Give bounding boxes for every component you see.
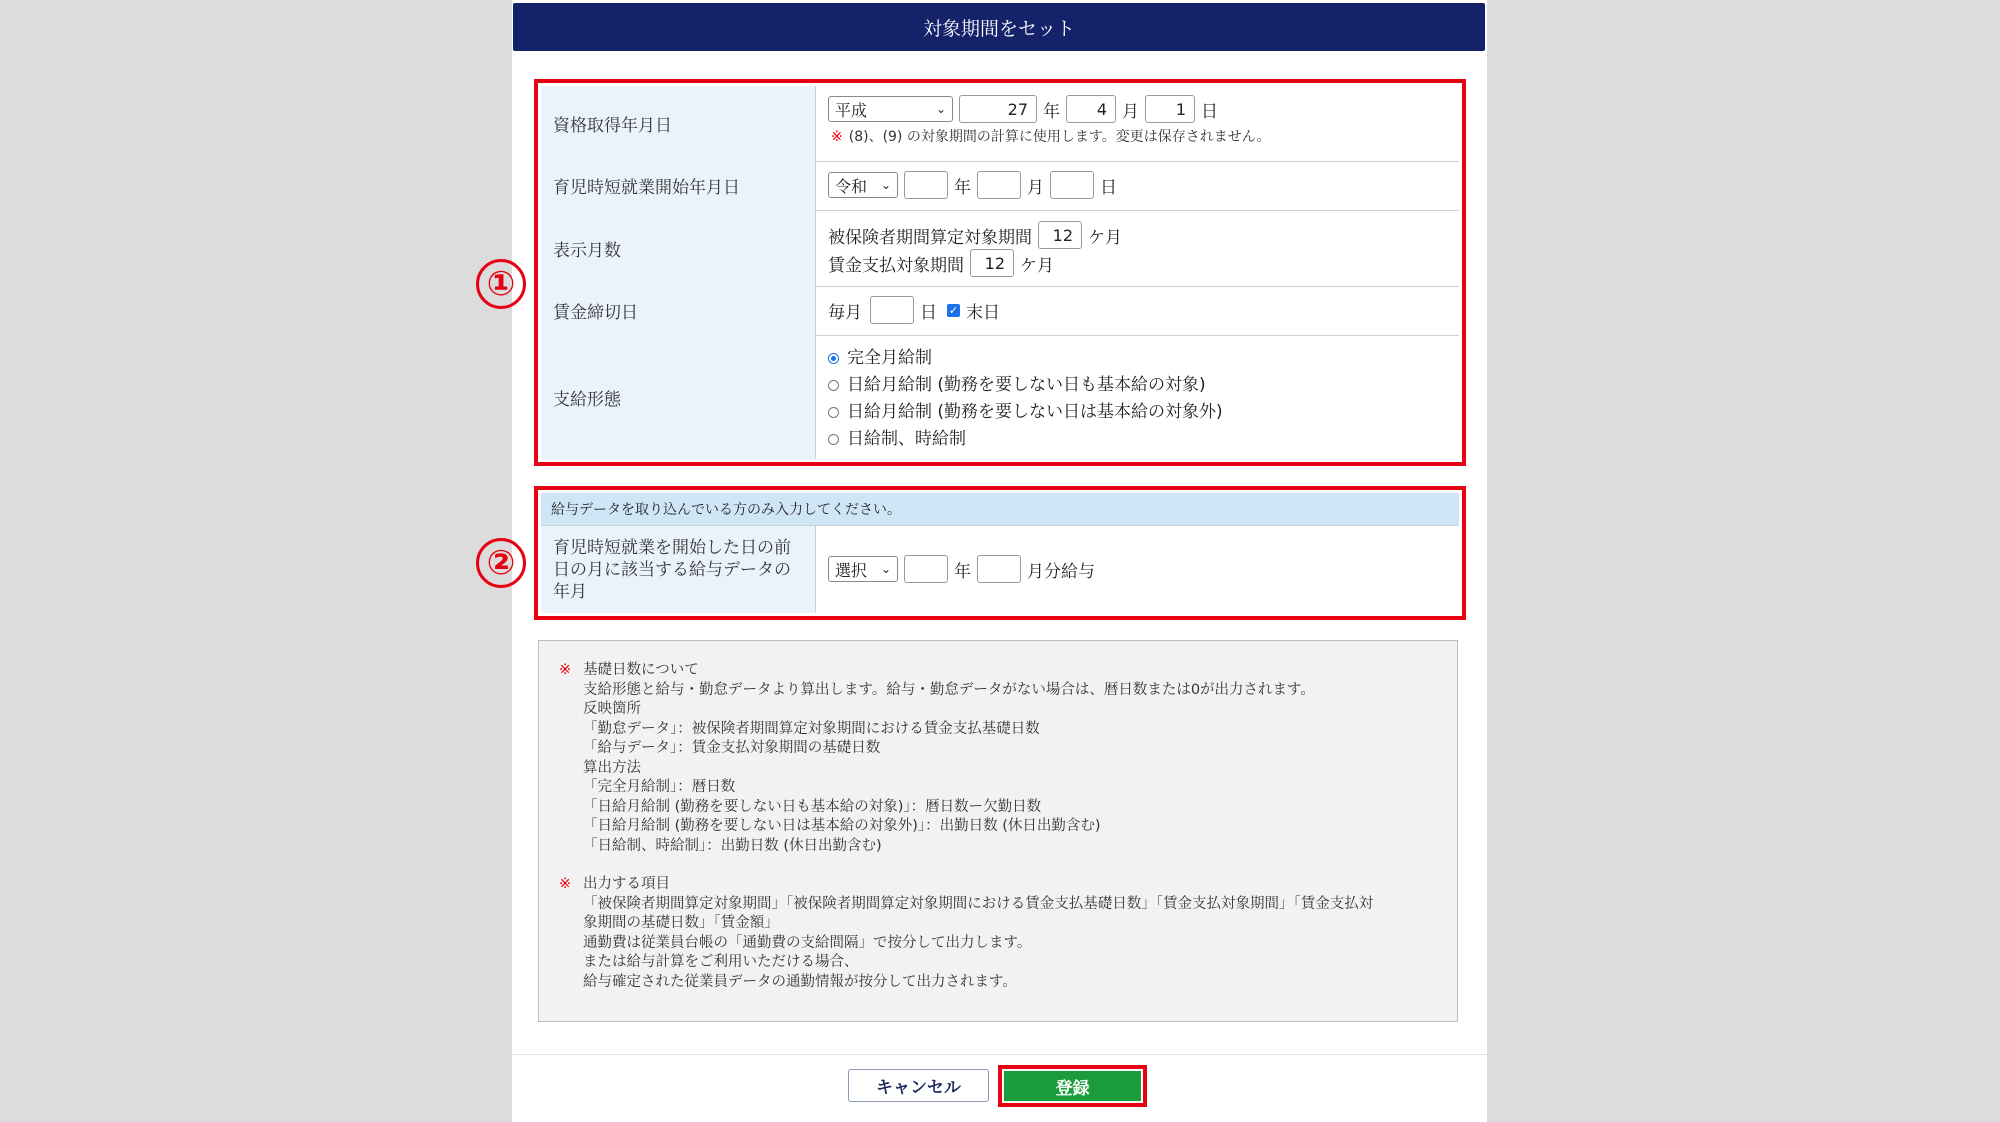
note-line: 「日給月給制 (勤務を要しない日は基本給の対象外)」：出勤日数 (休日出勤含む) (583, 818, 1101, 834)
insured-period-label: 被保険者期間算定対象期間 (828, 227, 1032, 248)
note-line: または給与計算をご利用いただける場合、 (583, 954, 859, 970)
radio[interactable] (828, 407, 839, 418)
radio[interactable] (828, 380, 839, 391)
acquisition-date-value (817, 86, 1459, 161)
note-line: 給与確定された従業員データの通勤情報が按分して出力されます。 (583, 973, 1017, 990)
notes-basic-days-title (559, 661, 1457, 681)
acquisition-era-value: 平成 (835, 100, 868, 120)
childcare-day-input[interactable] (1050, 171, 1094, 199)
childcare-year-input[interactable] (904, 171, 948, 199)
pay-type-option-label: 完全月給制 (847, 348, 932, 368)
section2-table (541, 493, 1459, 613)
basic-days-title: 基礎日数について (583, 662, 699, 678)
wage-period-label: 賃金支払対象期間 (828, 255, 964, 276)
salary-year-input[interactable] (904, 555, 948, 583)
display-months-label: 表示月数 (541, 210, 816, 286)
salary-era-value: 選択 (835, 560, 868, 580)
pay-type-option[interactable] (828, 399, 1223, 426)
pay-type-value (817, 335, 1459, 459)
notes-output-title (559, 875, 1457, 895)
end-of-month-checkbox[interactable]: ✓ (948, 303, 959, 317)
closing-day-input[interactable] (870, 296, 914, 324)
salary-month-input[interactable] (977, 555, 1021, 583)
wage-period-input[interactable]: 12 (970, 249, 1014, 277)
note-line: 「日給制、時給制」：出勤日数 (休日出勤含む) (583, 837, 882, 854)
chevron-down-icon: ⌄ (880, 178, 891, 192)
marker-1: ① (476, 259, 526, 309)
note-line: 「勤怠データ」：被保険者期間算定対象期間における賃金支払基礎日数 (583, 720, 1040, 737)
pay-type-option[interactable] (828, 345, 1223, 372)
closing-day-unit: 日 (920, 302, 937, 323)
note-line: 象期間の基礎日数」「賃金額」 (583, 915, 779, 931)
childcare-start-label: 育児時短就業開始年月日 (541, 161, 816, 210)
end-of-month-label: 末日 (966, 302, 1000, 323)
childcare-start-row (541, 161, 1459, 211)
wage-period-unit: ケ月 (1020, 255, 1054, 276)
marker-2: ② (476, 538, 526, 588)
note-line: 反映箇所 (583, 701, 641, 717)
closing-day-value (817, 286, 1459, 335)
note-line: 「完全月給制」：暦日数 (583, 779, 736, 795)
month-unit: 月 (1027, 177, 1044, 198)
pay-type-option[interactable] (828, 372, 1223, 399)
register-button[interactable]: 登録 (1004, 1071, 1141, 1101)
day-unit: 日 (1201, 101, 1218, 122)
insured-period-input[interactable]: 12 (1038, 221, 1082, 249)
display-months-value (817, 210, 1459, 286)
note-line: 「被保険者期間算定対象期間」「被保険者期間算定対象期間における賃金支払基礎日数」「賃金支払対象期間」「賃金支払対 (583, 895, 1374, 912)
acquisition-day-input[interactable]: 1 (1145, 95, 1195, 123)
salary-month-value (817, 526, 1459, 613)
note-line: 「給与データ」：賃金支払対象期間の基礎日数 (583, 740, 881, 756)
pay-type-label: 支給形態 (541, 335, 816, 459)
section1-table (541, 86, 1459, 459)
childcare-era-value: 令和 (835, 176, 868, 196)
notes-box (538, 640, 1458, 1022)
salary-month-label: 育児時短就業を開始した日の前日の月に該当する給与データの年月 (541, 526, 816, 613)
month-suffix: 月分給与 (1027, 561, 1095, 582)
chevron-down-icon: ⌄ (935, 102, 946, 116)
note-mark: ※ (559, 662, 572, 678)
closing-day-prefix: 毎月 (828, 302, 862, 323)
register-highlight (998, 1065, 1147, 1107)
note-line: 「日給月給制 (勤務を要しない日も基本給の対象)」：暦日数ー欠勤日数 (583, 798, 1042, 815)
childcare-era-select[interactable] (828, 172, 898, 198)
insured-period-unit: ケ月 (1088, 227, 1122, 248)
acquisition-date-row (541, 86, 1459, 162)
acquisition-note: (8)、(9) の対象期間の計算に使用します。変更は保存されません。 (848, 129, 1271, 145)
childcare-month-input[interactable] (977, 171, 1021, 199)
note-line: 通勤費は従業員台帳の「通勤費の支給間隔」で按分して出力します。 (583, 934, 1032, 951)
pay-type-option-label: 日給月給制 (勤務を要しない日も基本給の対象) (847, 375, 1206, 395)
day-unit: 日 (1100, 177, 1117, 198)
year-unit: 年 (954, 561, 971, 582)
chevron-down-icon: ⌄ (880, 562, 891, 576)
dialog-title: 対象期間をセット (513, 3, 1485, 51)
childcare-start-value (817, 161, 1459, 210)
section2-notice: 給与データを取り込んでいる方のみ入力してください。 (541, 493, 1459, 526)
acquisition-era-select[interactable] (828, 96, 953, 122)
note-mark: ※ (831, 129, 843, 145)
note-line: 支給形態と給与・勤怠データより算出します。給与・勤怠データがない場合は、暦日数または0が出力されます。 (583, 681, 1315, 698)
pay-type-option-label: 日給月給制 (勤務を要しない日は基本給の対象外) (847, 402, 1223, 422)
pay-type-option-label: 日給制、時給制 (847, 429, 966, 449)
radio-selected[interactable] (828, 353, 839, 364)
footer-divider (512, 1054, 1487, 1055)
month-unit: 月 (1122, 101, 1139, 122)
note-line: 算出方法 (583, 759, 641, 776)
acquisition-month-input[interactable]: 4 (1066, 95, 1116, 123)
salary-month-row (541, 526, 1459, 613)
output-title: 出力する項目 (583, 876, 670, 892)
acquisition-year-input[interactable]: 27 (959, 95, 1037, 123)
pay-type-row (541, 335, 1459, 459)
salary-era-select[interactable] (828, 556, 898, 582)
note-mark: ※ (559, 876, 572, 892)
closing-day-row (541, 286, 1459, 336)
cancel-button[interactable]: キャンセル (848, 1069, 989, 1102)
radio[interactable] (828, 434, 839, 445)
year-unit: 年 (954, 177, 971, 198)
display-months-row (541, 210, 1459, 287)
acquisition-date-label: 資格取得年月日 (541, 86, 816, 161)
year-unit: 年 (1043, 101, 1060, 122)
closing-day-label: 賃金締切日 (541, 286, 816, 335)
pay-type-option[interactable] (828, 426, 1223, 453)
